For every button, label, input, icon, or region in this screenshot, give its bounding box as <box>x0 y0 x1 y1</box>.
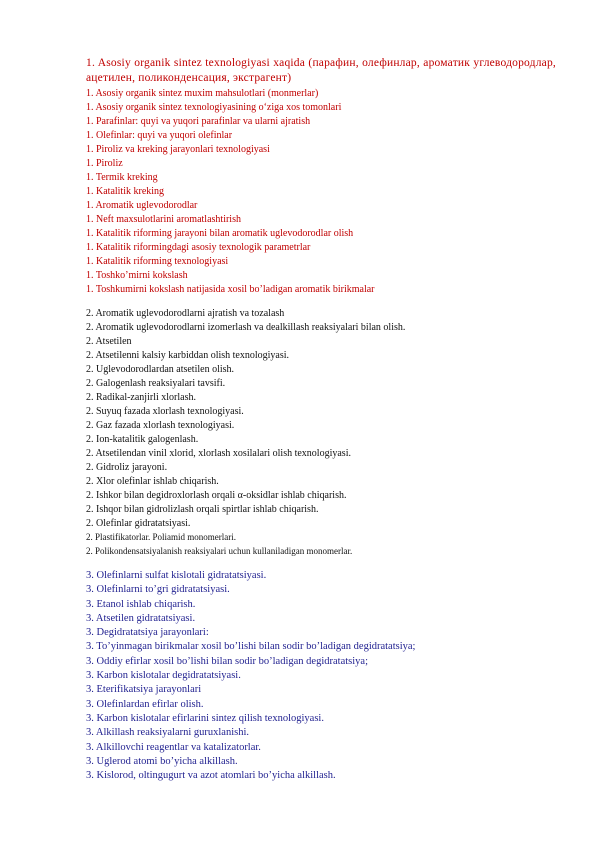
list-item: 3. To’yinmagan birikmalar xosil bo’lishi bilan sodir bo’ladigan degidratatsiya; <box>86 641 416 653</box>
list-item: 2. Ishqor bilan gidrolizlash orqali spirtlar ishlab chiqarish. <box>86 504 319 515</box>
list-item: 2. Ishkor bilan degidroxlorlash orqali α-oksidlar ishlab chiqarish. <box>86 490 347 501</box>
topic-list-section-1 <box>86 87 556 297</box>
list-item: 1. Olefinlar: quyi va yuqori olefinlar <box>86 130 233 141</box>
list-item: 2. Gidroliz jarayoni. <box>86 462 168 473</box>
list-item: 2. Xlor olefinlar ishlab chiqarish. <box>86 476 219 487</box>
list-item: 2. Galogenlash reaksiyalari tavsifi. <box>86 378 226 389</box>
list-item: 1. Katalitik kreking <box>86 186 165 197</box>
list-item: 3. Alkillovchi reagentlar va katalizatorlar. <box>86 741 261 753</box>
list-item: 3. Eterifikatsiya jarayonlari <box>86 684 202 696</box>
list-item: 2. Atsetilendan vinil xlorid, xlorlash xosilalari olish texnologiyasi. <box>86 448 351 459</box>
list-item: 2. Uglevodorodlardan atsetilen olish. <box>86 364 235 375</box>
list-item: 2. Suyuq fazada xlorlash texnologiyasi. <box>86 406 244 417</box>
topic-list-section-3 <box>86 569 556 783</box>
list-item: 1. Toshkumirni kokslash natijasida xosil bo’ladigan aromatik birikmalar <box>86 284 375 295</box>
list-item: 1. Aromatik uglevodorodlar <box>86 200 198 211</box>
list-item: 3. Oddiy efirlar xosil bo’lishi bilan sodir bo’ladigan degidratatsiya; <box>86 655 368 667</box>
list-item: 2. Atsetilen <box>86 336 132 347</box>
list-item: 2. Radikal-zanjirli xlorlash. <box>86 392 196 403</box>
list-item: 3. Karbon kislotalar degidratatsiyasi. <box>86 670 241 682</box>
list-item: 1. Asosiy organik sintez texnologiyasining o‘ziga xos tomonlari <box>86 102 342 113</box>
list-item: 3. Olefinlarni sulfat kislotali gidratatsiyasi. <box>86 570 267 581</box>
list-item: 1. Neft maxsulotlarini aromatlashtirish <box>86 214 241 225</box>
list-item: 2. Polikondensatsiyalanish reaksiyalari uchun kullaniladigan monomerlar. <box>86 545 353 556</box>
list-item: 3. Karbon kislotalar efirlarini sintez qilish texnologiyasi. <box>86 712 324 724</box>
list-item: 2. Plastifikatorlar. Poliamid monomerlari. <box>86 532 236 542</box>
list-item: 2. Gaz fazada xlorlash texnologiyasi. <box>86 420 235 431</box>
list-item: 1. Toshko’mirni kokslash <box>86 270 188 281</box>
list-item: 3. Olefinlardan efirlar olish. <box>86 698 204 710</box>
list-item: 3. Uglerod atomi bo’yicha alkillash. <box>86 755 238 767</box>
list-item: 1. Termik kreking <box>86 172 158 183</box>
section-heading: 1. Asosiy organik sintez texnologiyasi xaqida (парафин, олефинлар, ароматик углеводородлар, ацетилен, поликонденсация, экстрагент) <box>86 57 556 84</box>
list-item: 3. Etanol ishlab chiqarish. <box>86 598 196 610</box>
list-item: 3. Olefinlarni to’gri gidratatsiyasi. <box>86 584 230 596</box>
list-item: 2. Ion-katalitik galogenlash. <box>86 434 199 445</box>
list-item: 3. Alkillash reaksiyalarni guruxlanishi. <box>86 727 250 739</box>
list-item: 2. Aromatik uglevodorodlarni izomerlash va dealkillash reaksiyalari bilan olish. <box>86 322 406 333</box>
list-item: 1. Piroliz <box>86 158 123 169</box>
topic-list-section-2 <box>86 307 556 558</box>
list-item: 1. Katalitik riforming jarayoni bilan aromatik uglevodorodlar olish <box>86 228 354 239</box>
list-item: 3. Degidratatsiya jarayonlari: <box>86 627 209 639</box>
list-item: 1. Katalitik riforming texnologiyasi <box>86 256 229 267</box>
list-item: 1. Katalitik riformingdagi asosiy texnologik parametrlar <box>86 242 311 253</box>
list-item: 3. Atsetilen gidratatsiyasi. <box>86 612 196 624</box>
list-item: 2. Olefinlar gidratatsiyasi. <box>86 518 191 529</box>
list-item: 1. Piroliz va kreking jarayonlari texnologiyasi <box>86 144 270 155</box>
list-item: 3. Kislorod, oltingugurt va azot atomlari bo’yicha alkillash. <box>86 770 336 782</box>
list-item: 1. Asosiy organik sintez muxim mahsulotlari (monmerlar) <box>86 88 319 99</box>
list-item: 2. Aromatik uglevodorodlarni ajratish va tozalash <box>86 308 285 319</box>
list-item: 2. Atsetilenni kalsiy karbiddan olish texnologiyasi. <box>86 350 290 361</box>
list-item: 1. Parafinlar: quyi va yuqori parafinlar va ularni ajratish <box>86 116 311 127</box>
